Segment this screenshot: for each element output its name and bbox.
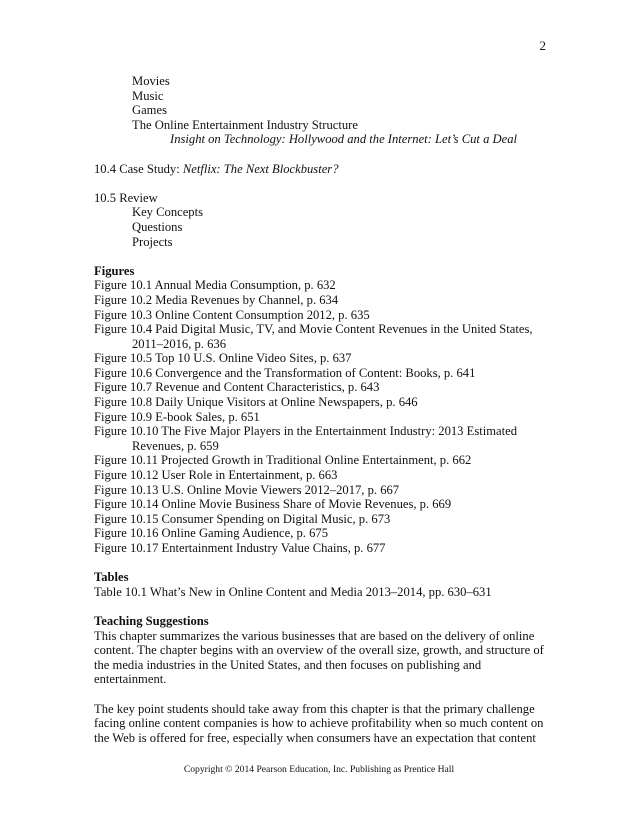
- outline-item: Music: [132, 88, 164, 103]
- figure-item: Figure 10.2 Media Revenues by Channel, p. 634: [94, 292, 339, 307]
- figure-item: Figure 10.3 Online Content Consumption 2012, p. 635: [94, 307, 370, 322]
- figure-item: Figure 10.9 E-book Sales, p. 651: [94, 409, 260, 424]
- teaching-paragraph-1: This chapter summarizes the various businesses that are based on the delivery of online content. The chapter begins with an overview of the overall size, growth, and structure of the media industries in the United States, and then focuses on publishing and entertainment.: [94, 628, 544, 687]
- figure-item: Figure 10.4 Paid Digital Music, TV, and Movie Content Revenues in the United States, 2011–2016, p. 636: [94, 322, 533, 351]
- figure-item: Figure 10.5 Top 10 U.S. Online Video Sites, p. 637: [94, 351, 352, 366]
- figures-heading: Figures: [94, 263, 135, 278]
- case-study-line: [94, 162, 546, 177]
- review-item: Projects: [132, 234, 173, 249]
- case-study-prefix: 10.4 Case Study:: [94, 161, 183, 176]
- copyright-footer: Copyright © 2014 Pearson Education, Inc. Publishing as Prentice Hall: [183, 764, 455, 775]
- review-item: Key Concepts: [132, 205, 203, 220]
- figure-item: Figure 10.17 Entertainment Industry Value Chains, p. 677: [94, 541, 386, 555]
- insight-box-title: Insight on Technology: Hollywood and the Internet: Let’s Cut a Deal: [170, 132, 517, 147]
- teaching-heading: Teaching Suggestions: [94, 613, 209, 628]
- page-number: 2: [539, 38, 546, 53]
- case-study-title: Netflix: The Next Blockbuster?: [182, 161, 339, 176]
- figure-item: Figure 10.15 Consumer Spending on Digital Music, p. 673: [94, 511, 391, 526]
- figure-item: Figure 10.8 Daily Unique Visitors at Online Newspapers, p. 646: [94, 395, 418, 410]
- outline-item: Movies: [132, 74, 170, 88]
- figure-item: Figure 10.12 User Role in Entertainment, p. 663: [94, 468, 338, 483]
- outline-item: Games: [132, 103, 167, 118]
- figure-item: Figure 10.1 Annual Media Consumption, p. 632: [94, 278, 336, 293]
- figure-item: Figure 10.13 U.S. Online Movie Viewers 2012–2017, p. 667: [94, 482, 400, 497]
- table-item: Table 10.1 What’s New in Online Content and Media 2013–2014, pp. 630–631: [94, 584, 492, 599]
- teaching-paragraph-2: The key point students should take away from this chapter is that the primary challenge facing online content companies is how to achieve profitability when so much content on the Web is offered for free, especially when consumers have an expectation that content: [94, 701, 544, 745]
- document-body: [94, 74, 546, 745]
- figure-item: Figure 10.6 Convergence and the Transformation of Content: Books, p. 641: [94, 365, 476, 380]
- tables-heading: Tables: [94, 570, 129, 585]
- figure-item: Figure 10.10 The Five Major Players in the Entertainment Industry: 2013 Estimated Revenues, p. 659: [94, 424, 517, 453]
- review-heading: 10.5 Review: [94, 190, 158, 205]
- figure-item: Figure 10.14 Online Movie Business Share of Movie Revenues, p. 669: [94, 497, 452, 512]
- figure-item: Figure 10.16 Online Gaming Audience, p. 675: [94, 526, 328, 541]
- outline-item: The Online Entertainment Industry Structure: [132, 117, 358, 132]
- figure-item: Figure 10.7 Revenue and Content Characteristics, p. 643: [94, 380, 380, 395]
- review-item: Questions: [132, 219, 183, 234]
- figure-item: Figure 10.11 Projected Growth in Traditional Online Entertainment, p. 662: [94, 453, 472, 468]
